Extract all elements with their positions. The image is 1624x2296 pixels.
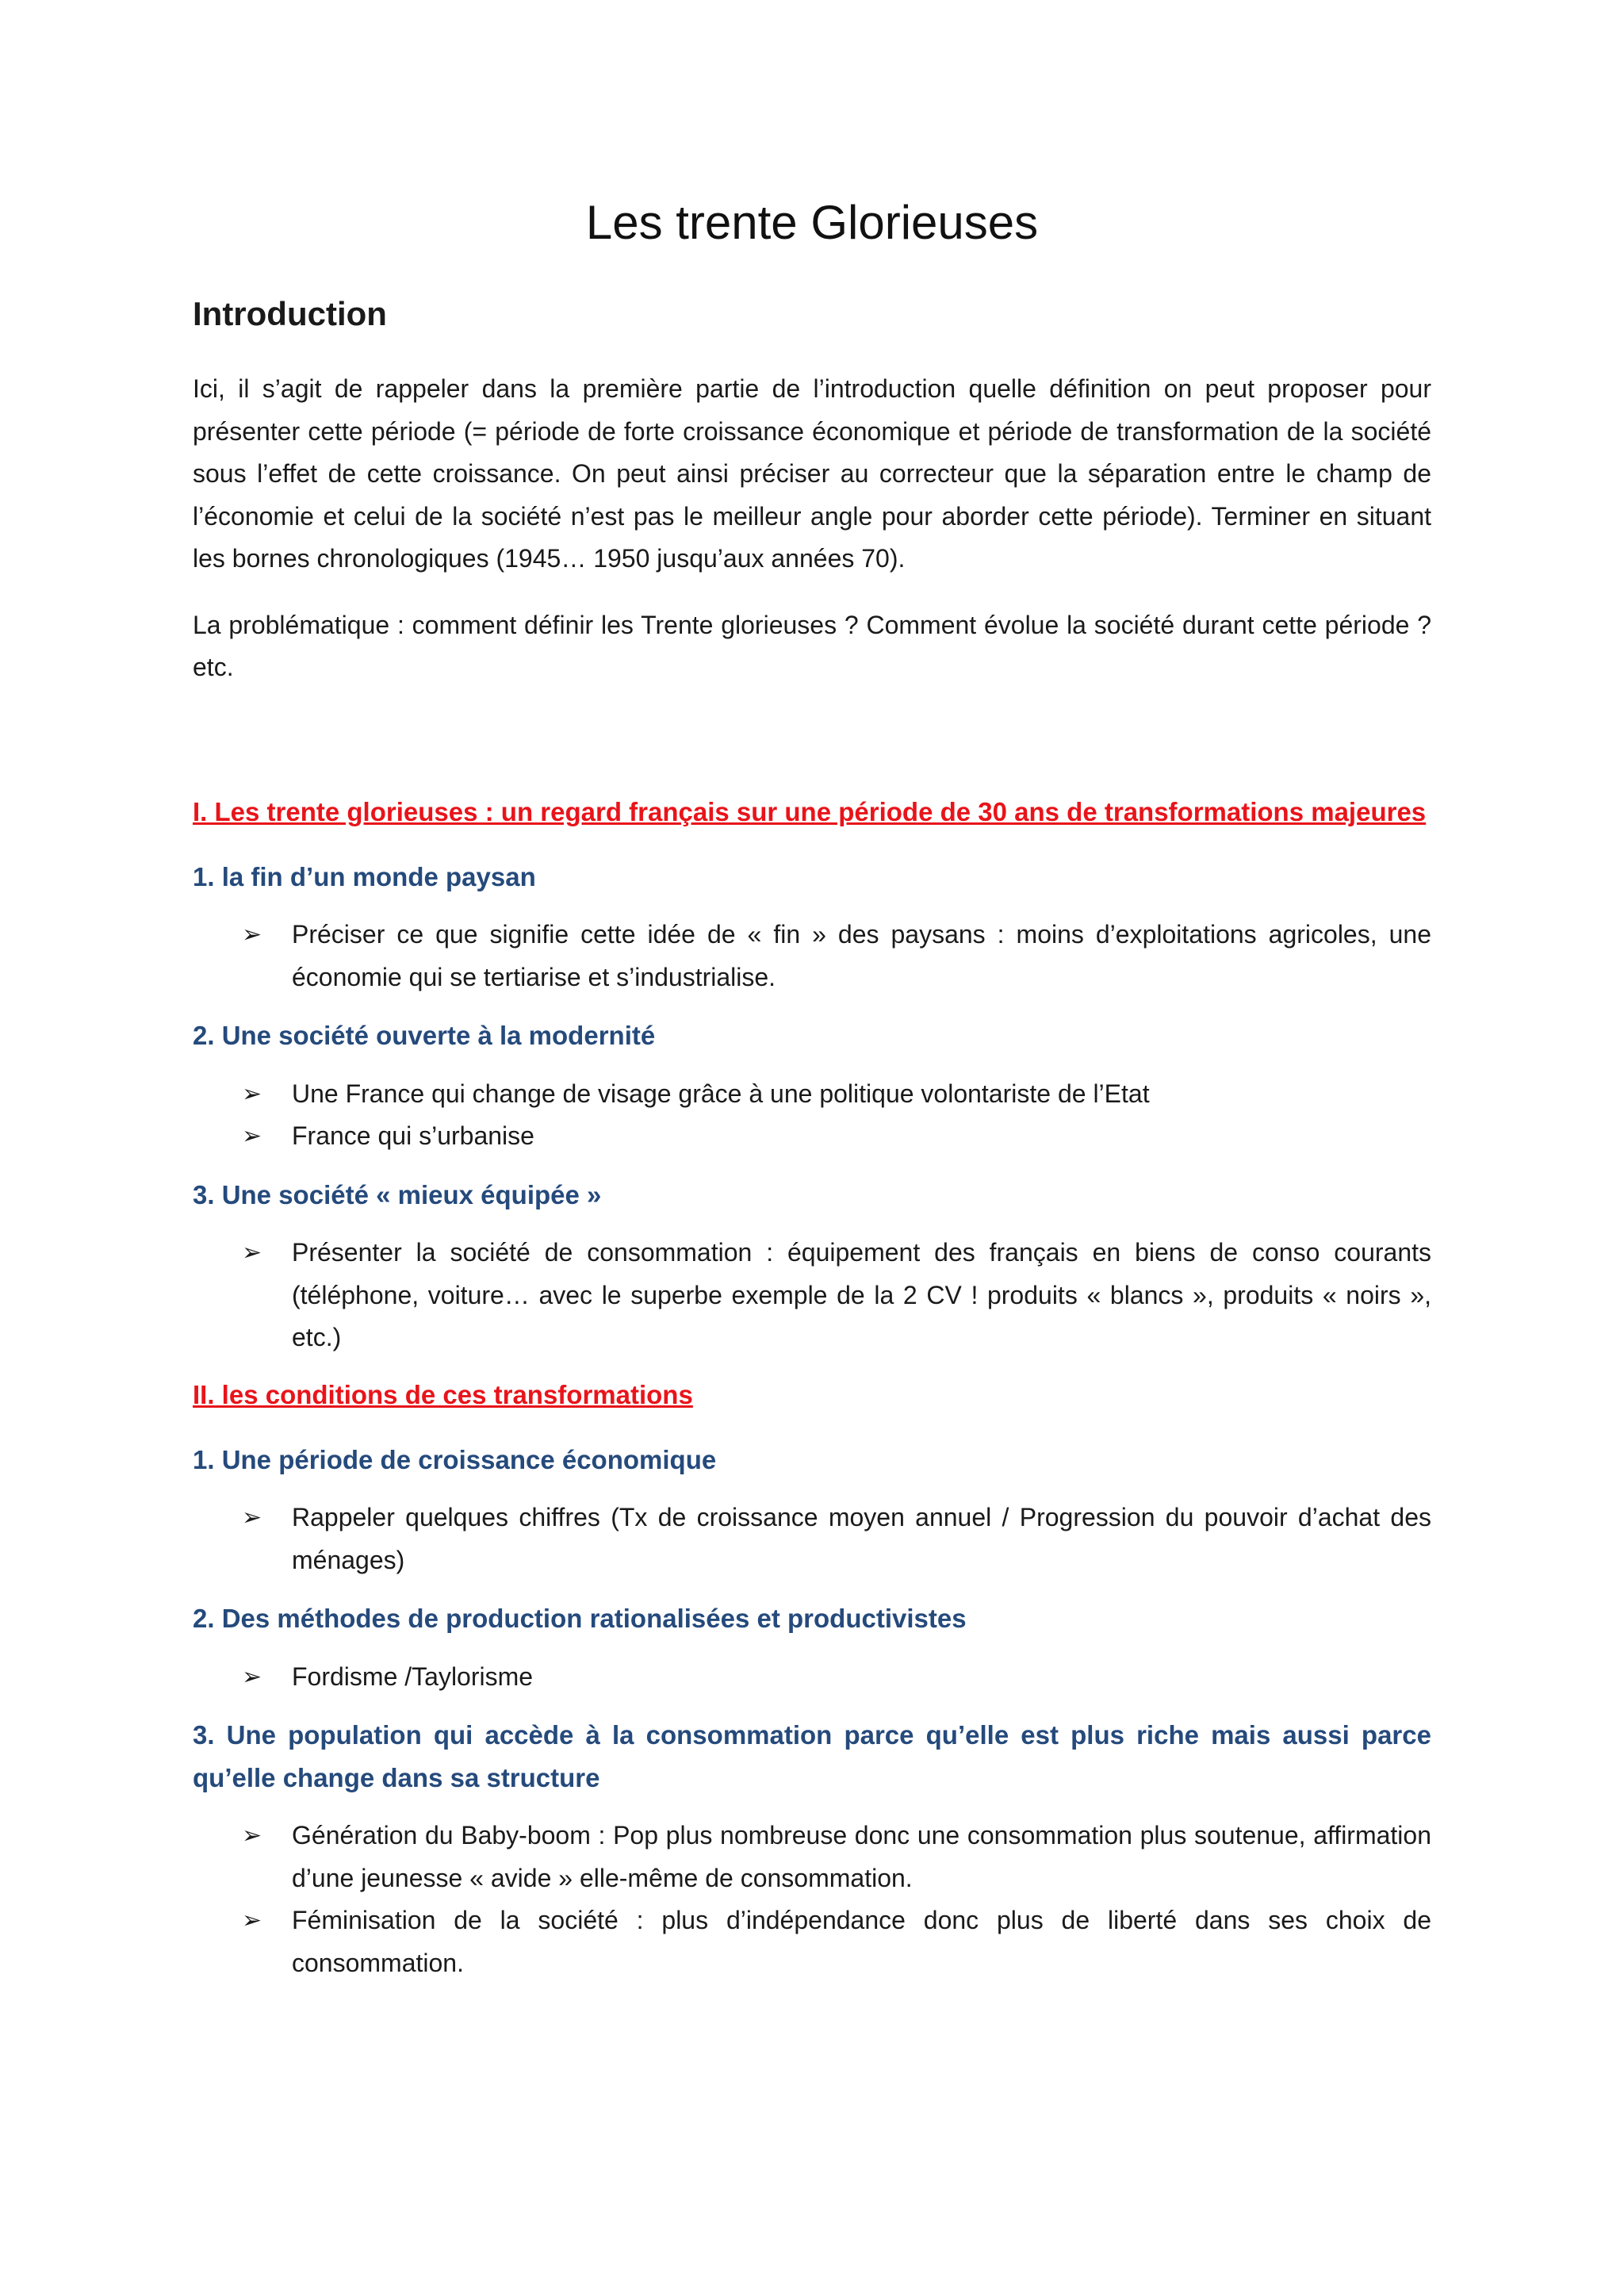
list-item-text: Présenter la société de consommation : équipement des français en biens de conso courants (téléphone, voiture… avec le superbe exemple de la 2 CV ! produits « blancs », produits « noirs », etc.) [292, 1238, 1431, 1351]
arrow-bullet-icon: ➢ [242, 1240, 262, 1266]
list-item-text: Rappeler quelques chiffres (Tx de croissance moyen annuel / Progression du pouvoir d’achat des ménages) [292, 1503, 1431, 1574]
part-2-section-3-heading: 3. Une population qui accède à la consommation parce qu’elle est plus riche mais aussi parce qu’elle change dans sa structure [193, 1720, 1431, 1792]
list-item [193, 1815, 1431, 1899]
list-item-text: Préciser ce que signifie cette idée de « fin » des paysans : moins d’exploitations agricoles, une économie qui se tertiarise et s’industrialise. [292, 920, 1431, 991]
arrow-bullet-icon: ➢ [242, 1907, 262, 1934]
document-title: Les trente Glorieuses [585, 196, 1039, 249]
arrow-bullet-icon: ➢ [242, 1663, 262, 1690]
list-item-text: Une France qui change de visage grâce à une politique volontariste de l’Etat [292, 1079, 1150, 1108]
introduction-paragraph-2: La problématique : comment définir les Trente glorieuses ? Comment évolue la société durant cette période ? etc. [193, 610, 1431, 681]
arrow-bullet-icon: ➢ [242, 922, 262, 948]
part-1-section-2-heading: 2. Une société ouverte à la modernité [193, 1021, 656, 1050]
part-2-section-2-list [193, 1656, 1431, 1699]
arrow-bullet-icon: ➢ [242, 1823, 262, 1849]
part-2-section-1-list [193, 1497, 1431, 1581]
list-item [193, 1899, 1431, 1984]
list-item [193, 1115, 1431, 1158]
introduction-heading: Introduction [193, 295, 387, 332]
part-1-section-3-list [193, 1232, 1431, 1359]
list-item-text: France qui s’urbanise [292, 1121, 534, 1150]
arrow-bullet-icon: ➢ [242, 1080, 262, 1107]
list-item-text: Féminisation de la société : plus d’indépendance donc plus de liberté dans ses choix de consommation. [292, 1906, 1431, 1977]
list-item-text: Génération du Baby-boom : Pop plus nombreuse donc une consommation plus soutenue, affirmation d’une jeunesse « avide » elle-même de consommation. [292, 1821, 1431, 1892]
arrow-bullet-icon: ➢ [242, 1123, 262, 1149]
list-item [193, 1232, 1431, 1359]
list-item-text: Fordisme /Taylorisme [292, 1662, 534, 1691]
part-2-section-1-heading: 1. Une période de croissance économique [193, 1444, 717, 1474]
list-item [193, 1073, 1431, 1116]
section-spacer [193, 713, 1431, 792]
part-2-section-2-heading: 2. Des méthodes de production rationalisées et productivistes [193, 1604, 967, 1633]
introduction-paragraph-1: Ici, il s’agit de rappeler dans la première partie de l’introduction quelle définition on peut proposer pour présenter cette période (= période de forte croissance économique et période de transformation de la société sous l’effet de cette croissance. On peut ainsi préciser au correcteur que la séparation entre le champ de l’économie et celui de la société n’est pas le meilleur angle pour aborder cette période). Terminer en situant les bornes chronologiques (1945… 1950 jusqu’aux années 70). [193, 374, 1431, 573]
part-1-section-1-list [193, 914, 1431, 999]
part-1-heading: I. Les trente glorieuses : un regard français sur une période de 30 ans de transformations majeures [193, 796, 1427, 826]
list-item [193, 914, 1431, 999]
arrow-bullet-icon: ➢ [242, 1504, 262, 1531]
part-1-section-3-heading: 3. Une société « mieux équipée » [193, 1179, 602, 1209]
part-1-section-2-list [193, 1073, 1431, 1158]
part-2-section-3-list [193, 1815, 1431, 1984]
part-2-heading: II. les conditions de ces transformations [193, 1379, 693, 1409]
list-item [193, 1656, 1431, 1699]
part-1-section-1-heading: 1. la fin d’un monde paysan [193, 861, 536, 891]
list-item [193, 1497, 1431, 1581]
